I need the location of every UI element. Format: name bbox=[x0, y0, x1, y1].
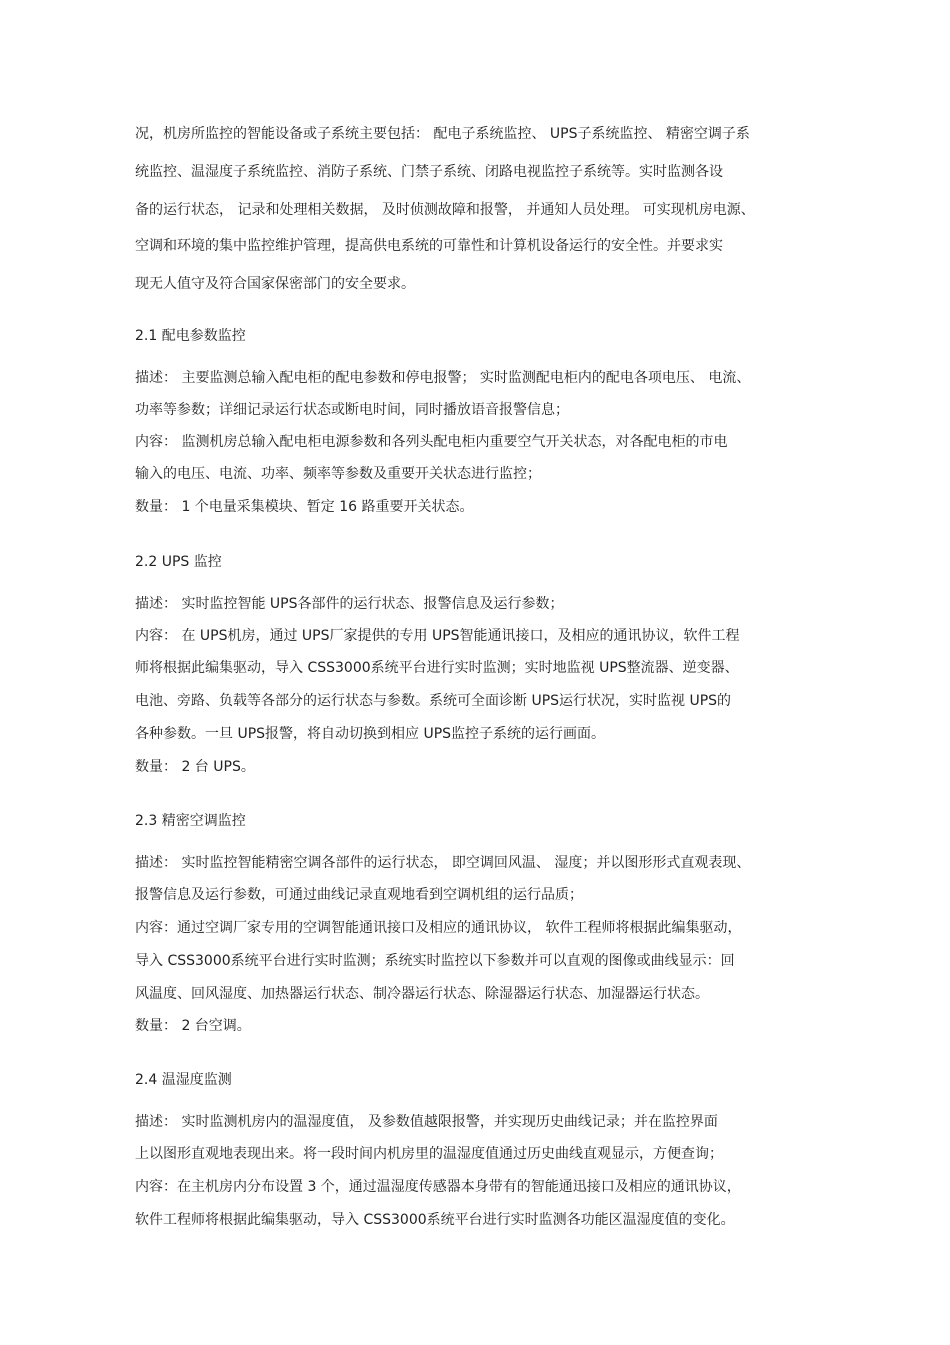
intro-line: 况，机房所监控的智能设备或子系统主要包括： 配电子系统监控、 UPS子系统监控、 精密空调子系 bbox=[135, 126, 750, 142]
section-line: 风温度、回风湿度、加热器运行状态、制冷器运行状态、除湿器运行状态、加湿器运行状态。 bbox=[135, 986, 709, 1002]
section-line: 描述： 实时监控智能精密空调各部件的运行状态， 即空调回风温、 湿度；并以图形形式直观表现、 bbox=[135, 855, 751, 871]
intro-line: 空调和环境的集中监控维护管理，提高供电系统的可靠性和计算机设备运行的安全性。并要求实 bbox=[135, 238, 723, 254]
section-heading: 2.4 温湿度监测 bbox=[135, 1072, 232, 1088]
section-line: 数量： 2 台空调。 bbox=[135, 1018, 251, 1034]
section-line: 各种参数。一旦 UPS报警，将自动切换到相应 UPS监控子系统的运行画面。 bbox=[135, 726, 606, 742]
section-line: 描述： 主要监测总输入配电柜的配电参数和停电报警； 实时监测配电柜内的配电各项电压、 电流、 bbox=[135, 370, 751, 386]
section-line: 导入 CSS3000系统平台进行实时监测；系统实时监控以下参数并可以直观的图像或曲线显示：回 bbox=[135, 953, 735, 969]
section-line: 软件工程师将根据此编集驱动，导入 CSS3000系统平台进行实时监测各功能区温湿度值的变化。 bbox=[135, 1212, 735, 1228]
intro-line: 现无人值守及符合国家保密部门的安全要求。 bbox=[135, 276, 415, 292]
section-line: 数量： 2 台 UPS。 bbox=[135, 759, 255, 775]
section-line: 输入的电压、电流、功率、频率等参数及重要开关状态进行监控； bbox=[135, 466, 541, 482]
section-line: 描述： 实时监测机房内的温湿度值， 及参数值越限报警，并实现历史曲线记录；并在监控界面 bbox=[135, 1114, 718, 1130]
section-heading: 2.2 UPS 监控 bbox=[135, 554, 222, 570]
section-line: 内容：通过空调厂家专用的空调智能通讯接口及相应的通讯协议， 软件工程师将根据此编集驱动， bbox=[135, 920, 742, 936]
section-heading: 2.3 精密空调监控 bbox=[135, 813, 246, 829]
section-line: 电池、旁路、负载等各部分的运行状态与参数。系统可全面诊断 UPS运行状况，实时监视 UPS的 bbox=[135, 693, 732, 709]
section-line: 内容： 监测机房总输入配电柜电源参数和各列头配电柜内重要空气开关状态，对各配电柜的市电 bbox=[135, 434, 728, 450]
section-line: 报警信息及运行参数，可通过曲线记录直观地看到空调机组的运行品质； bbox=[135, 887, 583, 903]
section-line: 数量： 1 个电量采集模块、暂定 16 路重要开关状态。 bbox=[135, 499, 474, 515]
section-line: 功率等参数；详细记录运行状态或断电时间，同时播放语音报警信息； bbox=[135, 402, 569, 418]
intro-line: 备的运行状态， 记录和处理相关数据， 及时侦测故障和报警， 并通知人员处理。 可实现机房电源、 bbox=[135, 202, 755, 218]
intro-line: 统监控、温湿度子系统监控、消防子系统、门禁子系统、闭路电视监控子系统等。实时监测各设 bbox=[135, 164, 723, 180]
section-heading: 2.1 配电参数监控 bbox=[135, 328, 246, 344]
section-line: 师将根据此编集驱动，导入 CSS3000系统平台进行实时监测；实时地监视 UPS整流器、逆变器、 bbox=[135, 660, 739, 676]
section-line: 内容： 在 UPS机房，通过 UPS厂家提供的专用 UPS智能通讯接口，及相应的通讯协议，软件工程 bbox=[135, 628, 740, 644]
section-line: 内容：在主机房内分布设置 3 个，通过温湿度传感器本身带有的智能通迅接口及相应的通讯协议， bbox=[135, 1179, 741, 1195]
section-line: 上以图形直观地表现出来。将一段时间内机房里的温湿度值通过历史曲线直观显示，方便查询； bbox=[135, 1146, 723, 1162]
section-line: 描述： 实时监控智能 UPS各部件的运行状态、报警信息及运行参数； bbox=[135, 596, 564, 612]
